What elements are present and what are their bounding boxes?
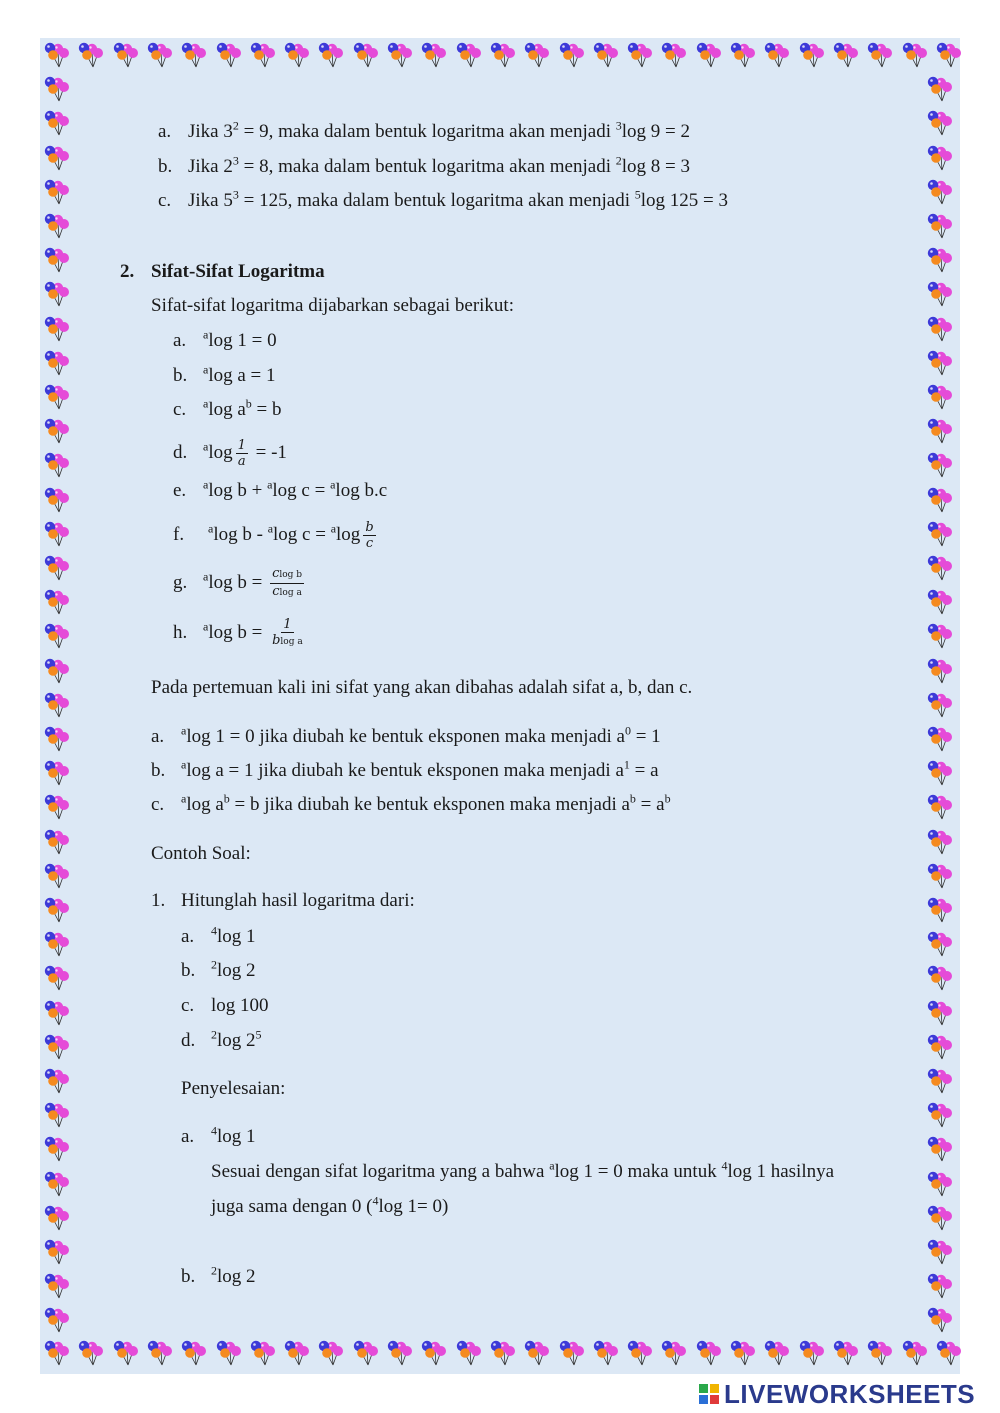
property-f: f. $^a$log b - $^a$log c = $^a$log $\frac{b}{c}$ xyxy=(173,520,374,551)
conversion-a: a. $^a$log 1 = 0 jika diubah ke bentuk eksponen maka menjadi $a^0 = 1$ xyxy=(151,723,661,747)
example-c: c. Jika $5^3 = 125$, maka dalam bentuk logaritma akan menjadi $^5$log 125 = 3 xyxy=(158,187,728,211)
question-item-c: c. log 100 xyxy=(181,995,269,1016)
liveworksheets-logo-text: LIVEWORKSHEETS xyxy=(724,1378,976,1409)
solution-a-line-2: juga sama dengan 0 ($^4$log 1= 0) xyxy=(211,1193,449,1217)
property-c: c. $^a$log $a^b = b$ xyxy=(173,396,282,420)
property-a: a. $^a$log 1 = 0 xyxy=(173,327,277,351)
section-intro: Sifat-sifat logaritma dijabarkan sebagai berikut: xyxy=(151,295,514,316)
question-item-b: b. $^2$log 2 xyxy=(181,957,256,981)
solution-b-title: b. $^2$log 2 xyxy=(181,1263,256,1287)
fraction: $\frac{\text{clog b}}{\text{clog a}}$ xyxy=(272,566,303,599)
property-d: d. $^a$log $\frac{1}{a}$ = -1 xyxy=(173,438,287,469)
discussion-text: Pada pertemuan kali ini sifat yang akan dibahas adalah sifat a, b, dan c. xyxy=(151,677,693,698)
liveworksheets-logo-icon xyxy=(698,1383,720,1405)
fraction: $\frac{1}{a}$ xyxy=(237,438,246,469)
property-g: g. $^a$log b = $\frac{\text{clog b}}{\text{clog a}}$ xyxy=(173,566,303,599)
example-a: a. Jika $3^2 = 9$, maka dalam bentuk logaritma akan menjadi $^3$log 9 = 2 xyxy=(158,118,690,142)
property-h: h. $^a$log b = $\frac{1}{\text{blog a}}$ xyxy=(173,617,303,648)
example-b: b. Jika $2^3 = 8$, maka dalam bentuk logaritma akan menjadi $^2$log 8 = 3 xyxy=(158,153,690,177)
contoh-soal-heading: Contoh Soal: xyxy=(151,843,251,864)
fraction: $\frac{1}{\text{blog a}}$ xyxy=(272,617,303,648)
solution-a-title: a. $^4$log 1 xyxy=(181,1123,256,1147)
conversion-c: c. $^a$log $a^b = b$ jika diubah ke bentuk eksponen maka menjadi $a^b = a^b$ xyxy=(151,791,671,815)
section-heading: 2. Sifat-Sifat Logaritma xyxy=(120,261,325,282)
property-b: b. $^a$log a = 1 xyxy=(173,362,276,386)
conversion-b: b. $^a$log a = 1 jika diubah ke bentuk eksponen maka menjadi $a^1 = a$ xyxy=(151,757,659,781)
property-e: e. $^a$log b + $^a$log c = $^a$log b.c xyxy=(173,477,388,501)
penyelesaian-heading: Penyelesaian: xyxy=(181,1078,286,1099)
solution-a-line-1: Sesuai dengan sifat logaritma yang a bahwa $^a$log 1 = 0 maka untuk $^4$log 1 hasilnya xyxy=(211,1158,835,1182)
question-item-d: d. $^2$log $2^5$ xyxy=(181,1027,262,1051)
question-item-a: a. $^4$log 1 xyxy=(181,923,256,947)
question-1: 1. Hitunglah hasil logaritma dari: xyxy=(151,890,415,911)
fraction: $\frac{b}{c}$ xyxy=(365,520,374,551)
liveworksheets-logo[interactable] xyxy=(698,1380,975,1408)
